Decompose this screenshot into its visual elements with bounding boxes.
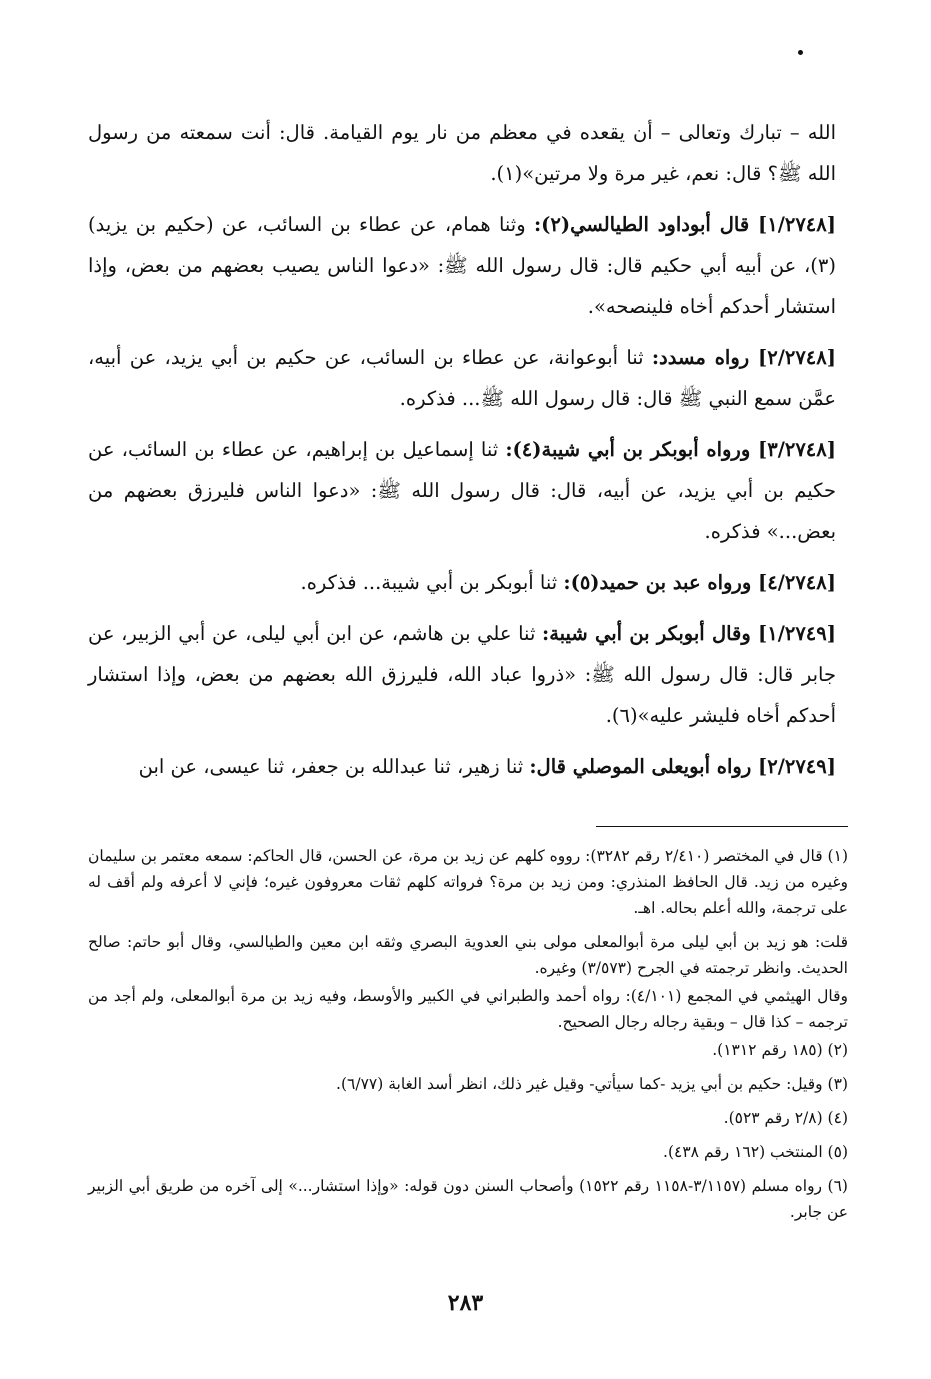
paragraph-2748-2: [٢/٢٧٤٨] رواه مسدد: ثنا أبوعوانة، عن عطاء بن السائب، عن حكيم بن أبي يزيد، عن أبيه، عمَّن سمع النبي ﷺ قال: قال رسول الله ﷺ... فذكره.: [88, 346, 836, 410]
footnote-4: (٤) (٢/٨ رقم ٥٢٣).: [723, 1109, 848, 1127]
footnote-2: (٢) (١٨٥ رقم ١٣١٢).: [712, 1041, 848, 1059]
narration-ref: [٢/٢٧٤٩] رواه أبويعلى الموصلي قال:: [529, 755, 836, 778]
main-text: [88, 112, 836, 797]
footnote-1-haythami: وقال الهيثمي في المجمع (٤/١٠١): رواه أحمد والطبراني في الكبير والأوسط، وفيه زيد بن مرة أبوالمعلى، ولم أجد من ترجمه – كذا قال – وبقية رجاله رجال الصحيح.: [88, 987, 848, 1031]
narration-ref: [٤/٢٧٤٨] ورواه عبد بن حميد(٥):: [563, 571, 836, 594]
narration-ref: [١/٢٧٤٩] وقال أبوبكر بن أبي شيبة:: [542, 622, 836, 645]
paragraph-2749-2: [٢/٢٧٤٩] رواه أبويعلى الموصلي قال: ثنا زهير، ثنا عبدالله بن جعفر، ثنا عيسى، عن ابن: [138, 755, 836, 778]
narration-ref: [١/٢٧٤٨] قال أبوداود الطيالسي(٢):: [533, 213, 836, 236]
footnotes: [88, 843, 848, 1233]
footnote-1: (١) قال في المختصر (٢/٤١٠ رقم ٣٢٨٢): رووه كلهم عن زيد بن مرة، عن الحسن، قال الحاكم: سمعه معتمر بن سليمان وغيره من زيد. قال الحافظ المنذري: ومن زيد بن مرة؟ فرواته كلهم ثقات معروفون غيره؛ فإني لا أعرفه ولم أقف له على ترجمة، والله أعلم بحاله. اهـ.: [88, 847, 848, 917]
paragraph-1: الله – تبارك وتعالى – أن يقعده في معظم من نار يوم القيامة. قال: أنت سمعته من رسول الله ﷺ؟ قال: نعم، غير مرة ولا مرتين»(١).: [88, 121, 836, 185]
paragraph-2748-4: [٤/٢٧٤٨] ورواه عبد بن حميد(٥): ثنا أبوبكر بن أبي شيبة... فذكره.: [300, 571, 836, 594]
paragraph-2748-3: [٣/٢٧٤٨] ورواه أبوبكر بن أبي شيبة(٤): ثنا إسماعيل بن إبراهيم، عن عطاء بن السائب، عن حكيم بن أبي يزيد، عن أبيه، قال: قال رسول الله ﷺ: «دعوا الناس فليرزق بعضهم من بعض...» فذكره.: [88, 438, 836, 543]
narration-ref: [٣/٢٧٤٨] ورواه أبوبكر بن أبي شيبة(٤):: [505, 438, 836, 461]
footnote-5: (٥) المنتخب (١٦٢ رقم ٤٣٨).: [663, 1143, 848, 1161]
footnote-1-comment: قلت: هو زيد بن أبي ليلى مرة أبوالمعلى مولى بني العدوية البصري وثقه ابن معين والطيالسي، وقال أبو حاتم: صالح الحديث. وانظر ترجمته في الجرح (٣/٥٧٣) وغيره.: [88, 933, 848, 977]
page-mark: [798, 50, 803, 55]
paragraph-2748-1: [١/٢٧٤٨] قال أبوداود الطيالسي(٢): وثنا همام، عن عطاء بن السائب، عن (حكيم بن يزيد)(٣)، عن أبيه أبي حكيم قال: قال رسول الله ﷺ: «دعوا الناس يصيب بعضهم من بعض، وإذا استشار أحدكم أخاه فلينصحه».: [88, 213, 836, 318]
footnote-6: (٦) رواه مسلم (٣/١١٥٧-١١٥٨ رقم ١٥٢٢) وأصحاب السنن دون قوله: «وإذا استشار...» إلى آخره من طريق أبي الزبير عن جابر.: [88, 1177, 848, 1221]
narration-ref: [٢/٢٧٤٨] رواه مسدد:: [651, 346, 836, 369]
footnote-3: (٣) وقيل: حكيم بن أبي يزيد -كما سيأتي- وقيل غير ذلك، انظر أسد الغابة (٦/٧٧).: [336, 1075, 848, 1093]
footnote-separator: [596, 826, 848, 827]
paragraph-2749-1: [١/٢٧٤٩] وقال أبوبكر بن أبي شيبة: ثنا علي بن هاشم، عن ابن أبي ليلى، عن أبي الزبير، عن جابر قال: قال رسول الله ﷺ: «ذروا عباد الله، فليرزق الله بعضهم من بعض، وإذا استشار أحدكم أخاه فليشر عليه»(٦).: [88, 622, 836, 727]
page-number: ٢٨٣: [447, 1290, 484, 1316]
